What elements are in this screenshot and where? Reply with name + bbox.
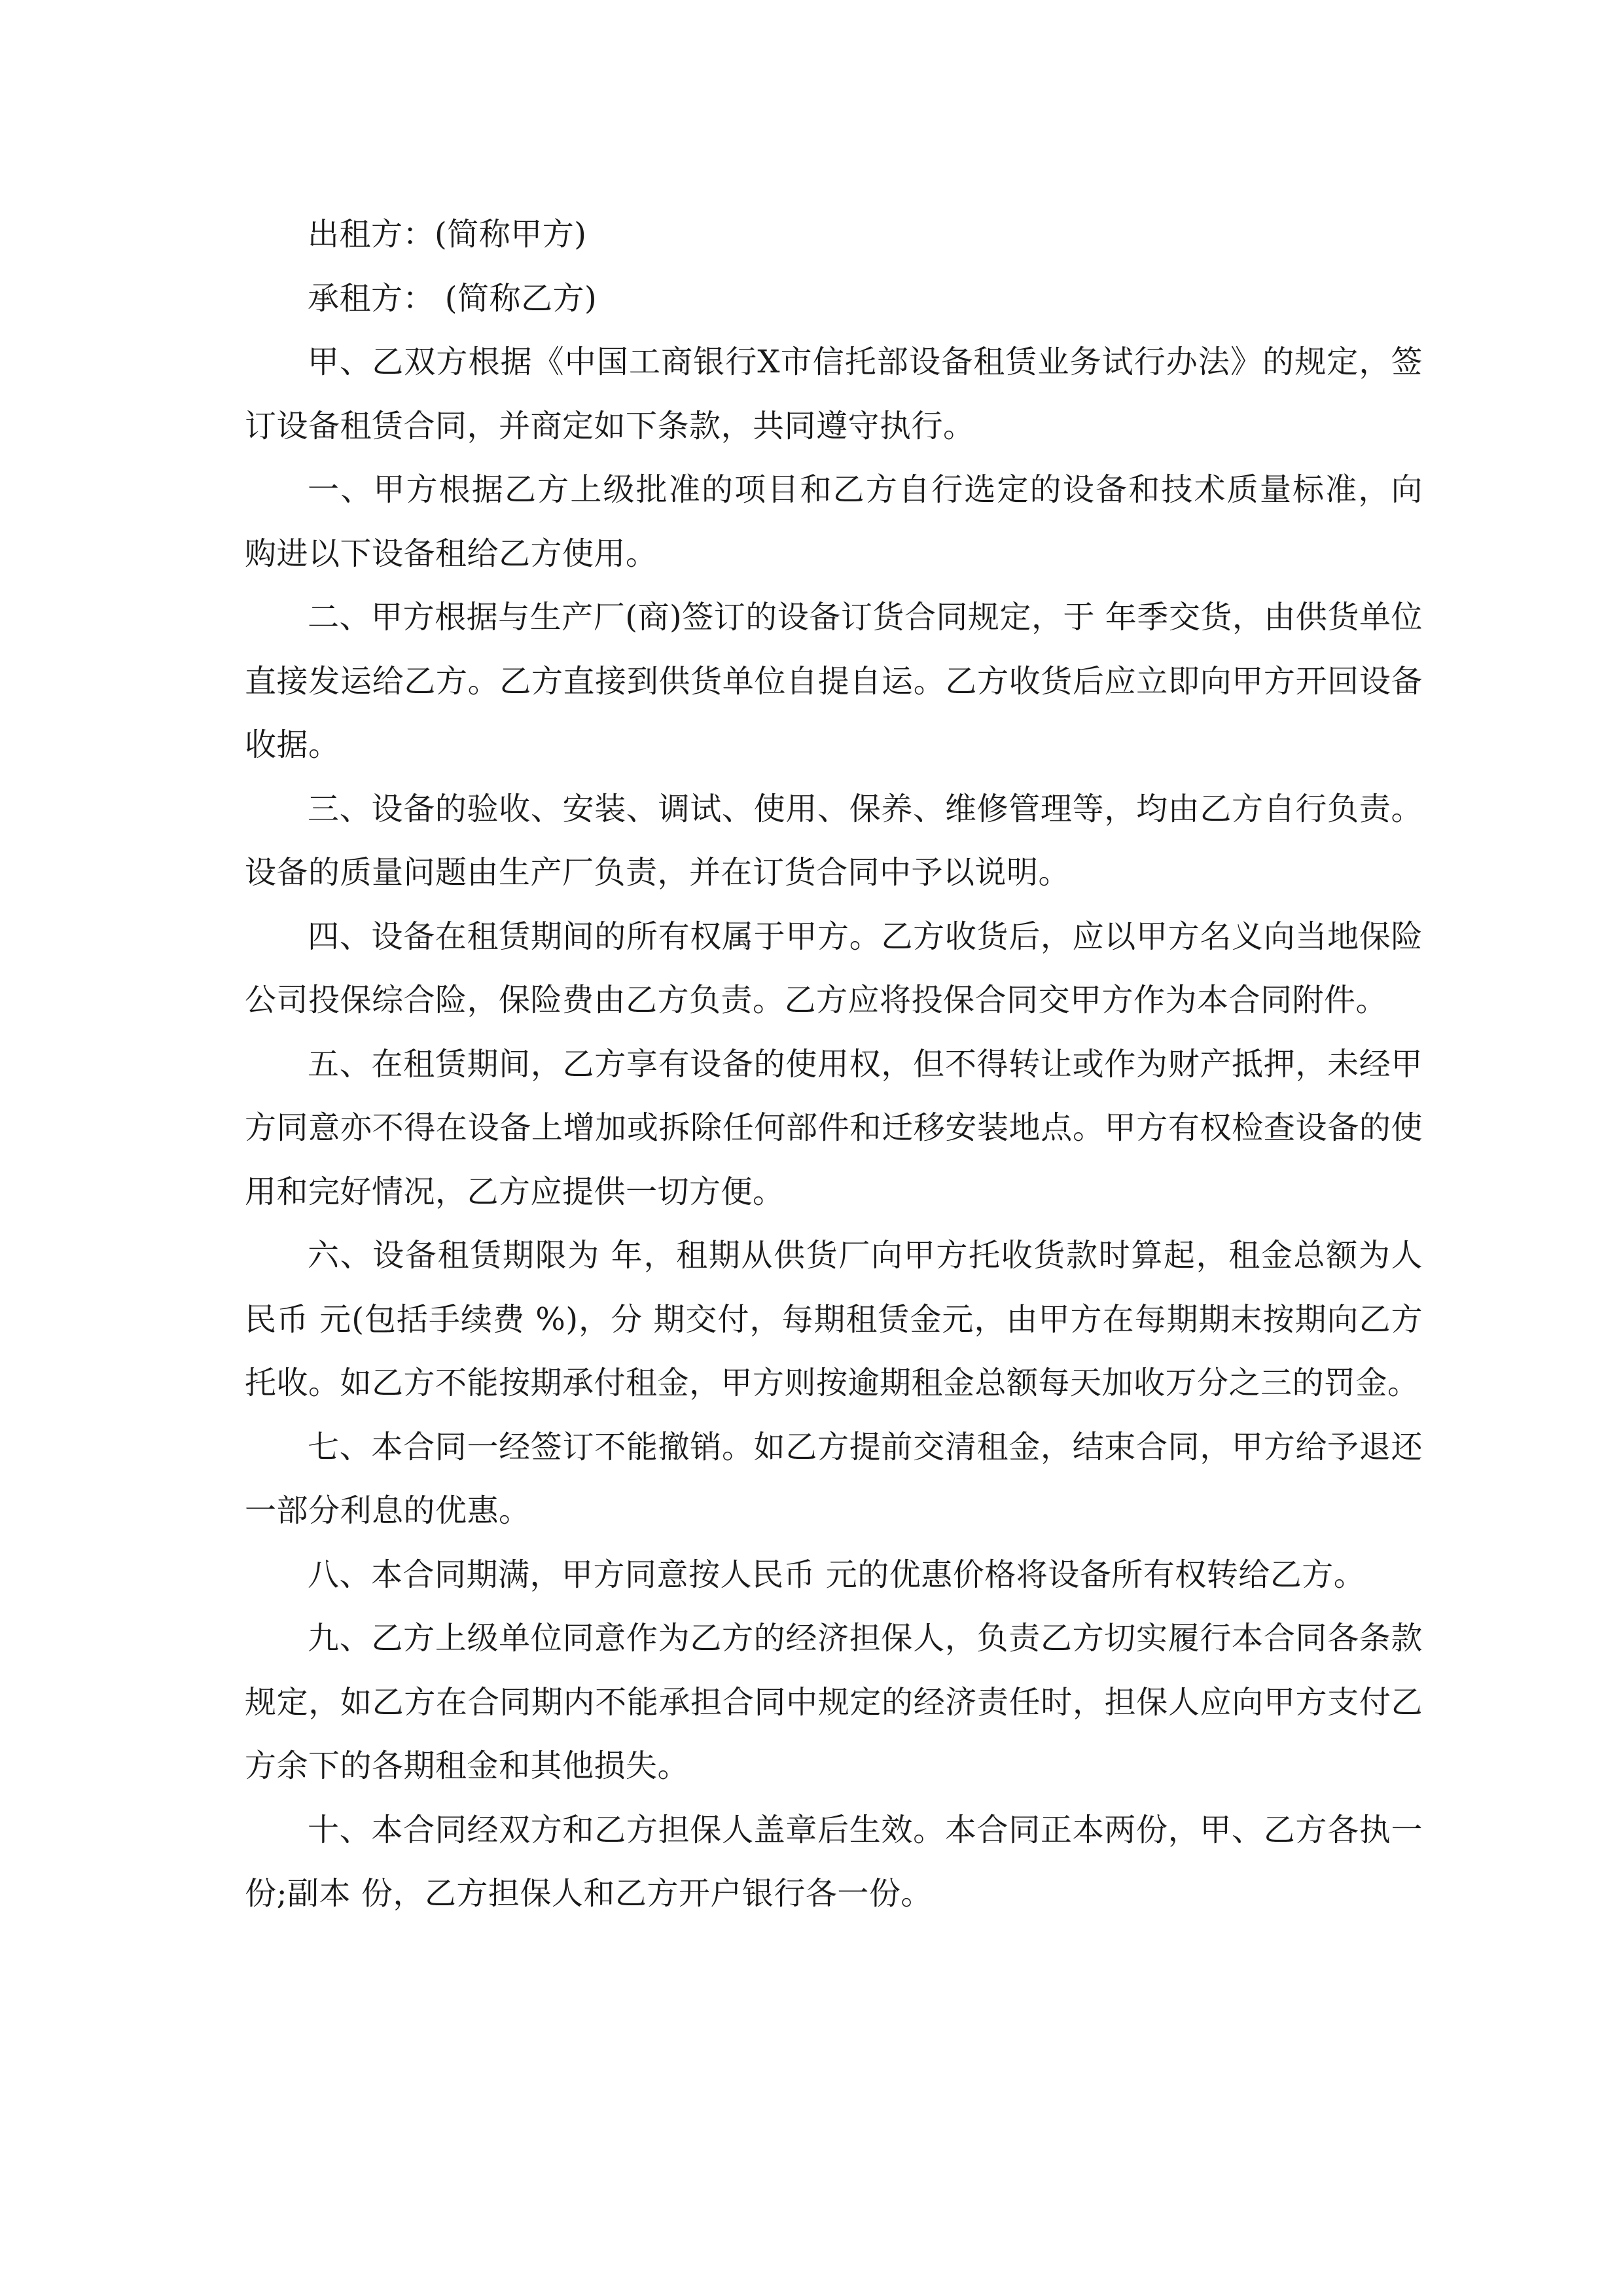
lessee-line: 承租方： (简称乙方) [308,279,597,317]
clause-4: 四、设备在租赁期间的所有权属于甲方。乙方收货后，应以甲方名义向当地保险公司投保综合险，保险费由乙方负责。乙方应将投保合同交甲方作为本合同附件。 [245,918,1423,1018]
clause-2: 二、甲方根据与生产厂(商)签订的设备订货合同规定，于 年季交货，由供货单位直接发运给乙方。乙方直接到供货单位自提自运。乙方收货后应立即向甲方开回设备收据。 [245,599,1423,763]
clause-5: 五、在租赁期间，乙方享有设备的使用权，但不得转让或作为财产抵押，未经甲方同意亦不得在设备上增加或拆除任何部件和迁移安装地点。甲方有权检查设备的使用和完好情况，乙方应提供一切方便。 [245,1045,1423,1210]
clause-7: 七、本合同一经签订不能撤销。如乙方提前交清租金，结束合同，甲方给予退还一部分利息的优惠。 [245,1428,1423,1529]
clause-10: 十、本合同经双方和乙方担保人盖章后生效。本合同正本两份，甲、乙方各执一份;副本 份，乙方担保人和乙方开户银行各一份。 [245,1811,1423,1912]
contract-body [245,203,1423,1926]
clause-6: 六、设备租赁期限为 年，租期从供货厂向甲方托收货款时算起，租金总额为人民币 元(包括手续费 %)，分 期交付，每期租赁金元，由甲方在每期期末按期向乙方托收。如乙方不能按期承付租金，甲方则按逾期租金总额每天加收万分之三的罚金。 [245,1237,1423,1401]
clause-3: 三、设备的验收、安装、调试、使用、保养、维修管理等，均由乙方自行负责。设备的质量问题由生产厂负责，并在订货合同中予以说明。 [245,790,1423,891]
clause-8: 八、本合同期满，甲方同意按人民币 元的优惠价格将设备所有权转给乙方。 [308,1556,1366,1593]
preamble-paragraph: 甲、乙双方根据《中国工商银行X市信托部设备租赁业务试行办法》的规定，签订设备租赁合同，并商定如下条款，共同遵守执行。 [245,344,1423,444]
clause-9: 九、乙方上级单位同意作为乙方的经济担保人，负责乙方切实履行本合同各条款规定，如乙方在合同期内不能承担合同中规定的经济责任时，担保人应向甲方支付乙方余下的各期租金和其他损失。 [245,1620,1423,1784]
clause-1: 一、甲方根据乙方上级批准的项目和乙方自行选定的设备和技术质量标准，向 购进以下设备租给乙方使用。 [245,471,1423,572]
lessor-line: 出租方：(简称甲方) [308,216,587,253]
